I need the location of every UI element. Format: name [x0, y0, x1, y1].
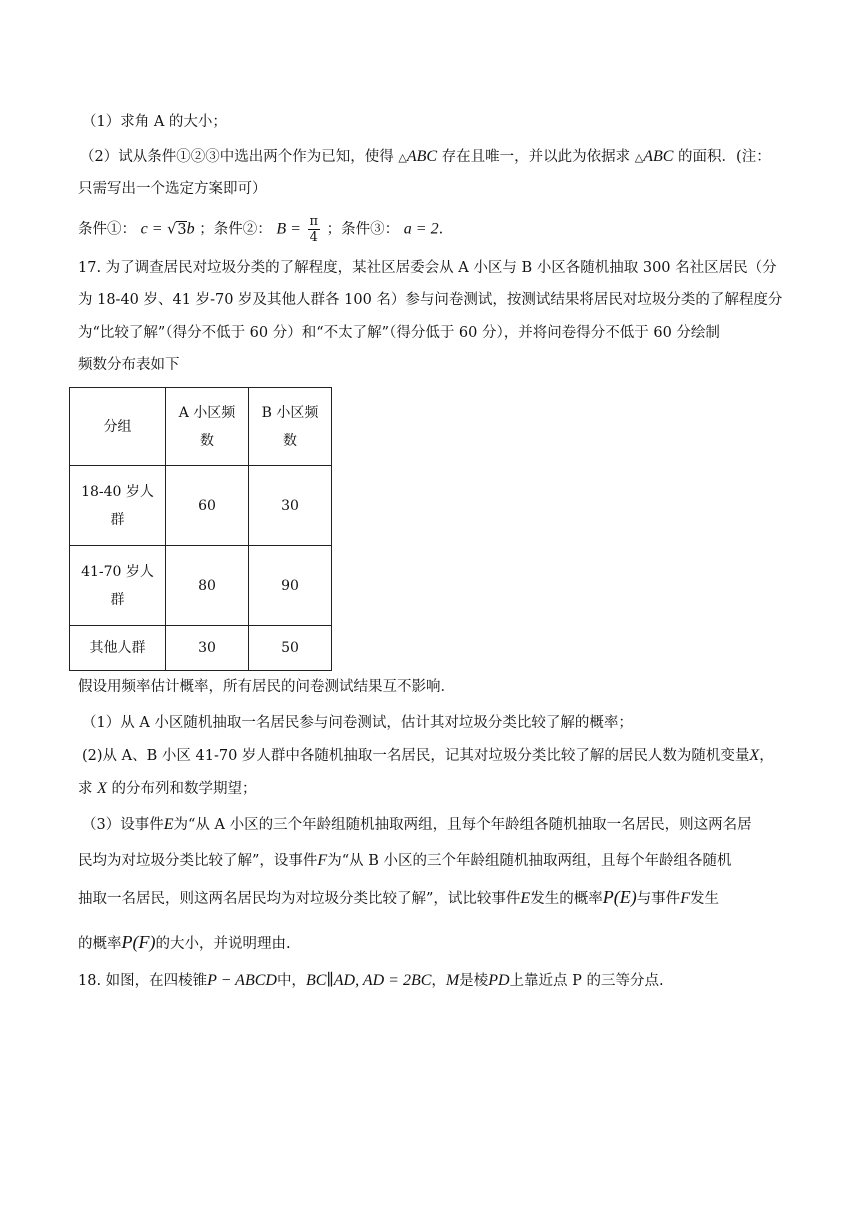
- row-b-value: 30: [249, 466, 332, 546]
- row-group: 18-40 岁人 群: [70, 466, 166, 546]
- q17-part3-line4: 的概率P(F)的大小，并说明理由.: [78, 932, 291, 952]
- row-b-value: 50: [249, 626, 332, 671]
- row-group: 其他人群: [70, 626, 166, 671]
- q17-intro-4: 频数分布表如下: [78, 357, 180, 373]
- q17-intro-1: 17. 为了调查居民对垃圾分类的了解程度，某社区居委会从 A 小区与 B 小区各随机抽取 300 名社区居民（分: [78, 260, 777, 276]
- q17-assumption: 假设用频率估计概率，所有居民的问卷测试结果互不影响．: [78, 679, 455, 695]
- row-group: 41-70 岁人 群: [70, 546, 166, 626]
- header-a: A 小区频 数: [166, 388, 249, 466]
- table-row: [70, 546, 332, 626]
- row-a-value: 80: [166, 546, 249, 626]
- row-b-value: 90: [249, 546, 332, 626]
- q17-intro-3: 为“比较了解”（得分不低于 60 分）和“不太了解”（得分低于 60 分），并将问卷得分不低于 60 分绘制: [78, 325, 720, 341]
- q17-part1: （1）从 A 小区随机抽取一名居民参与问卷测试，估计其对垃圾分类比较了解的概率；: [82, 715, 633, 731]
- q16-part2-line2: 只需写出一个选定方案即可）: [78, 181, 267, 197]
- q17-part2-line1: (2)从 A、B 小区 41-70 岁人群中各随机抽取一名居民，记其对垃圾分类比较了解的居民人数为随机变量X，: [82, 747, 774, 764]
- q17-intro-2: 为 18-40 岁、41 岁-70 岁及其他人群各 100 名）参与问卷测试，按测试结果将居民对垃圾分类的了解程度分: [78, 292, 783, 308]
- q17-part2-line2: 求 X 的分布列和数学期望；: [78, 780, 257, 797]
- frequency-table: [69, 387, 332, 671]
- table-row: [70, 626, 332, 671]
- q16-part2-line1: （2）试从条件①②③中选出两个作为已知，使得 △ABC 存在且唯一，并以此为依据求 △ABC 的面积．(注：: [80, 148, 771, 165]
- q17-part3-line2: 民均为对垃圾分类比较了解”，设事件F为“从 B 小区的三个年龄组随机抽取两组，且每个年龄组各随机: [78, 852, 732, 869]
- header-b: B 小区频 数: [249, 388, 332, 466]
- q16-conditions: 条件①： c = √3b ；条件②： B = $\frac{\pi}{4}$ ；条件③： a = 2.: [78, 214, 444, 245]
- q16-part1: （1）求角 A 的大小；: [82, 114, 227, 130]
- row-a-value: 60: [166, 466, 249, 546]
- table-row: [70, 466, 332, 546]
- q18-stem: 18. 如图，在四棱锥P − ABCD中，BC∥AD, AD = 2BC，M是棱PD上靠近点 P 的三等分点.: [78, 972, 664, 989]
- q17-part3-line3: 抽取一名居民，则这两名居民均为对垃圾分类比较了解”，试比较事件E发生的概率P(E)与事件F发生: [78, 887, 719, 907]
- header-group: 分组: [70, 388, 166, 466]
- pi-over-4-fraction: $\frac{\pi}{4}$: [309, 214, 319, 245]
- q17-part3-line1: （3）设事件E为“从 A 小区的三个年龄组随机抽取两组，且每个年龄组各随机抽取一名居民，则这两名居: [82, 816, 752, 833]
- row-a-value: 30: [166, 626, 249, 671]
